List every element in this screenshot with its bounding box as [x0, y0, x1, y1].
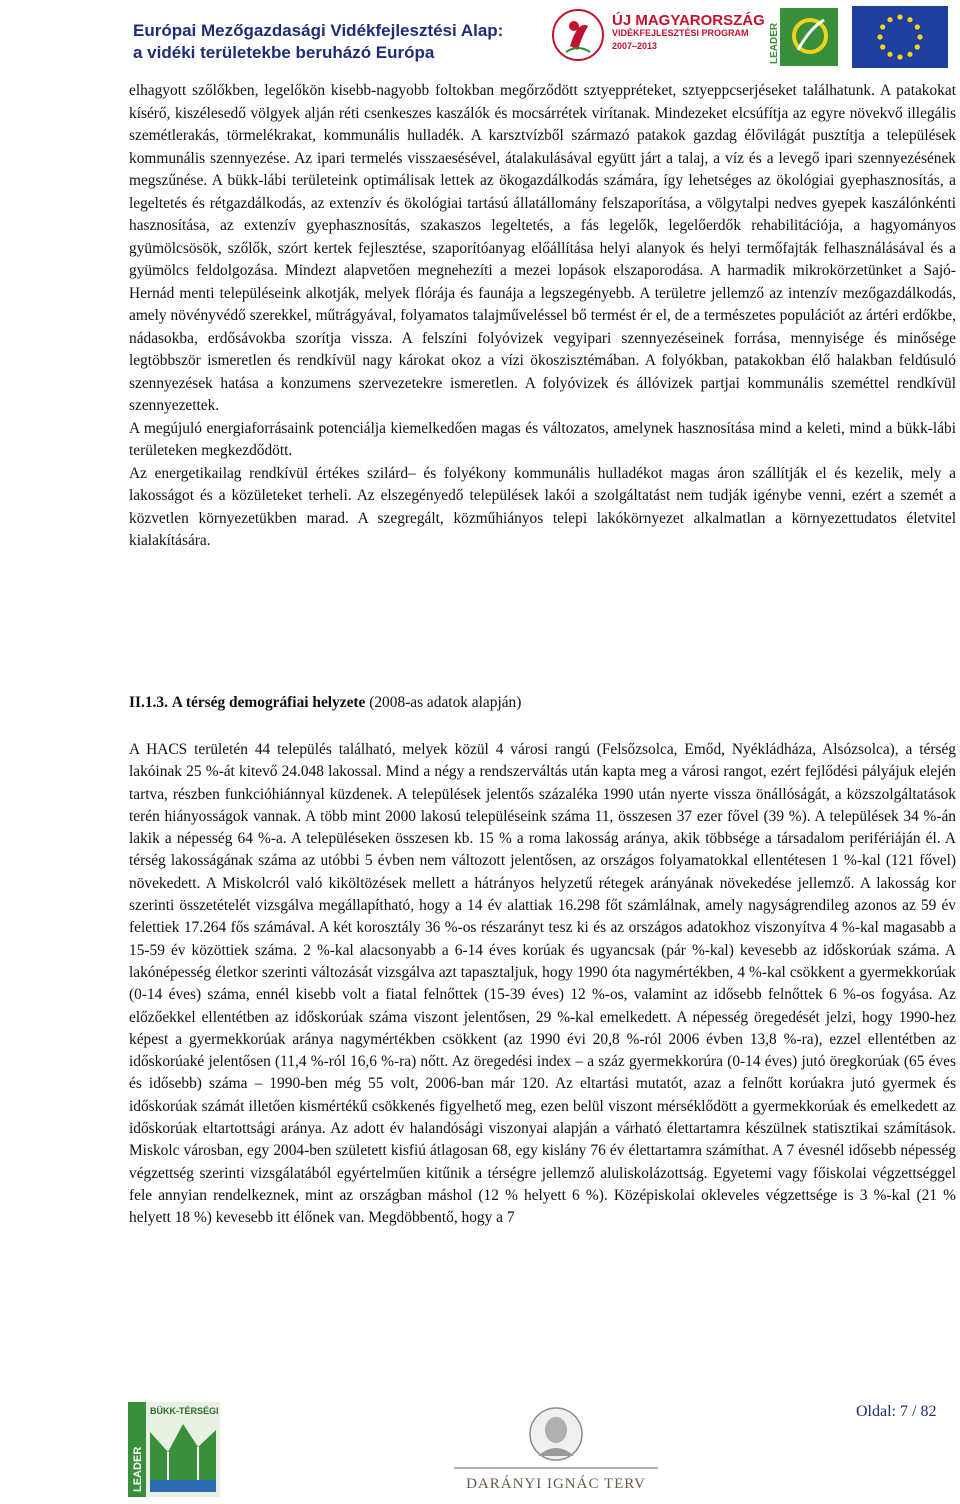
header-title: [133, 20, 503, 64]
footer-leader-text: LEADER: [132, 1446, 144, 1492]
page-label: Oldal:: [856, 1403, 896, 1420]
uj-magyarorszag-logo: [612, 14, 765, 53]
page-number: [856, 1403, 936, 1421]
footer-logo-text: BÜKK-TÉRSÉGI: [150, 1406, 219, 1416]
paragraph-renewable-energy: A megújuló energiaforrásaink potenciálja kiemelkedően magas és változatos, amelynek hasznosítása mind a keleti, mind a bükk-lábi területeken megkezdődött.: [129, 419, 956, 459]
leader-logo-text: LEADER: [769, 22, 780, 64]
logo-title: ÚJ MAGYARORSZÁG: [612, 12, 765, 29]
page-current: 7: [900, 1403, 908, 1420]
body-text-demography: [129, 739, 956, 1230]
section-heading: [129, 692, 521, 714]
eu-flag-icon: [852, 6, 948, 68]
logo-years: 2007–2013: [612, 41, 658, 51]
section-title: A térség demográfiai helyzete: [171, 694, 366, 711]
uj-magyarorszag-emblem-icon: [548, 6, 608, 64]
bukk-tersegi-leader-logo-icon: [128, 1402, 220, 1497]
paragraph-environment: elhagyott szőlőkben, legelőkön kisebb-nagyobb foltokban megőrződött sztyeppréteket, sztyeppcserjéseket találhatunk. A patakokat kísérő, kiszélesedő völgyek alján réti csenkeszes kaszálók és mocsárrétek virítanak. Mindezeket elcsúfítja az egyre növekvő illegális szemétlerakás, törmelékrakat, kommunális hulladék. A karsztvízből származó patakok gazdag élővilágát pusztítja a települések kommunális szennyezése. Az ipari termelés visszaesésével, átalakulásával együtt járt a talaj, a víz és a levegő ipari szennyezésének megszűnése. A bükk-lábi területeink optimálisak lettek az ökogazdálkodás számára, így lehetséges az ökológiai gyephasznosítás, a legeltetés és rétgazdálkodás, az extenzív és ökológiai tartású állatállomány felszaporítása, a völgytalpi nedves gyepek kaszálónkénti hasznosítása, az extenzív gyephasznosítás, szakaszos legeltetés, a fás legelők, legelőerdők rehabilitációja, a hagyományos gyümölcsösök, szőlők, szórt kertek fejlesztése, szaporítóanyag előállítása helyi alanyok és helyi termőfajták felhasználásával és a gyümölcs feldolgozása. Mindezt alapvetően megnehezíti a mezei lopások elszaporodása. A harmadik mikrokörzetünket a Sajó-Hernád menti településeink alkotják, melyek flórája és faunája a legszegényebb. A területre jellemző az intenzív mezőgazdálkodás, amely növényvédő szerekkel, műtrágyával, folyamatos talajműveléssel bő termést ér el, de a természetes populációt az ártéri erdőkbe, nádasokba, erdősávokba szorítja vissza. A felszíni folyóvizek vegyipari szennyezéseinek forrása, mennyisége és minősége legtöbbször ismeretlen és rendkívül nagy károkat okoz a vízi ökoszisztémában. A folyókban, patakokban élő halakban feldúsuló szennyezések hatása a konzumens szervezetekre ismeretlen. A folyóvizek és állóvizek partjai kommunális szeméttel rendkívül szennyezettek.: [129, 82, 956, 414]
leader-logo-icon: [768, 6, 840, 68]
logo-subtitle: VIDÉKFEJLESZTÉSI PROGRAM: [612, 28, 749, 38]
body-text-top: [129, 80, 956, 553]
page-total: 82: [920, 1403, 937, 1420]
paragraph-demography: A HACS területén 44 település található, melyek közül 4 városi rangú (Felsőzsolca, Emőd, Nyékládháza, Alsózsolca), a térség lakóinak 25 %-át kitevő 24.048 lakossal. Mind a négy a rendszerváltás után kapta meg a városi rangot, ezért fejlődési pályájuk elején tartva, részben funkcióhiánnyal küzdenek. A települések jelentős százaléka 1990 után nyerte vissza önállóságát, a közszolgáltatások terén hiányosságok vannak. A több mint 2000 lakosú településeink száma 11, összesen 37 ezer fővel (39 %). A települések 34 %-án lakik a népesség 64 %-a. A településeken összesen kb. 15 % a roma lakosság aránya, akik többsége a társadalom perifériáján él. A térség lakosságának száma az utóbbi 5 évben nem változott jelentősen, az országos folyamatokkal ellentétesen 1 %-kal (121 fővel) növekedett. A Miskolcról való kiköltözések mellett a hátrányos helyzetű rétegek arányának növekedése jellemző. A lakosság kor szerinti összetételét vizsgálva megállapítható, hogy a 14 év alattiak 16.298 főt számlálnak, amely nagyságrendileg azonos az 59 év felettiek 17.264 fős számával. A két korosztály 36 %-os részarányt tesz ki és az országos adatokhoz viszonyítva 4 %-kal magasabb a 15-59 év közöttiek száma. 2 %-kal alacsonyabb a 6-14 éves korúak és ugyancsak (pár %-kal) kevesebb az időskorúak száma. A lakónépesség életkor szerinti változását vizsgálva azt tapasztaljuk, hogy 1990 óta nagymértékben, 4 %-kal csökkent a gyermekkorúak (0-14 éves) száma, ennél kisebb volt a fiatal felnőttek (15-39 éves) 12 %-os, valamint az idősebb felnőttek 6 %-os fogyása. Az előzőekkel ellentétben az időskorúak száma viszont jelentősen, 29 %-kal emelkedett. A népesség öregedését jelzi, hogy 1990-hez képest a gyermekkorúak aránya nagymértékben csökkent (az 1990 évi 20,8 %-ról 2006 évben 13,8 %-ra), ezzel ellentétben az időskorúaké jelentősen (11,4 %-ról 16,6 %-ra) nőtt. Az öregedési index – a száz gyermekkorúra (0-14 éves) jutó öregkorúak (65 éves és idősebb) száma – 1990-ben még 55 volt, 2006-ban már 120. Az eltartási mutatót, azaz a felnőtt korúakra jutó gyermek és időskorúak számát illetően kismértékű csökkenés figyelhető meg, ezen belül viszont mérséklődött a gyermekkorúak és emelkedett az időskorúak eltartottsági aránya. Az adott év halandósági viszonyai alapján a várható élettartamra készülnek statisztikai számítások. Miskolc városban, egy 2004-ben született kisfiú átlagosan 68, egy kislány 76 év élettartamra számíthat. A 7 évesnél idősebb népesség végzettség szerinti vizsgálatából egyértelműen kitűnik a térségre jellemző aluliskolázottság. Egyetemi vagy főiskolai végzettséggel fele annyian rendelkeznek, mint az országban máshol (12 % helyett 6 %). Középiskolai okleveles végzettsége is 3 %-kal (21 % helyett 18 %) kevesebb itt élőnek van. Megdöbbentő, hogy a 7: [129, 741, 956, 1227]
page-separator: /: [912, 1403, 917, 1420]
daranyi-ignac-terv-logo-icon: [448, 1404, 664, 1500]
paragraph-waste: Az energetikailag rendkívül értékes szilárd– és folyékony kommunális hulladékot magas áron szállítják el és kezelik, mely a lakosságot és a közületeket terheli. Az elszegényedő települések lakói a szolgáltatást nem tudják igénybe venni, ezért a szemét a közvetlen környezetükben marad. A szegregált, közműhiányos telepi lakókörnyezet alkalmatlan a környezettudatos életvitel kialakítására.: [129, 464, 956, 549]
section-number: II.1.3.: [129, 694, 168, 711]
header-title-line1: Európai Mezőgazdasági Vidékfejlesztési Alap:: [133, 21, 504, 40]
page-header: [0, 0, 960, 72]
header-title-line2: a vidéki területekbe beruházó Európa: [133, 43, 435, 62]
footer-center-caption: DARÁNYI IGNÁC TERV: [466, 1476, 646, 1492]
section-subtitle: (2008-as adatok alapján): [369, 694, 522, 711]
